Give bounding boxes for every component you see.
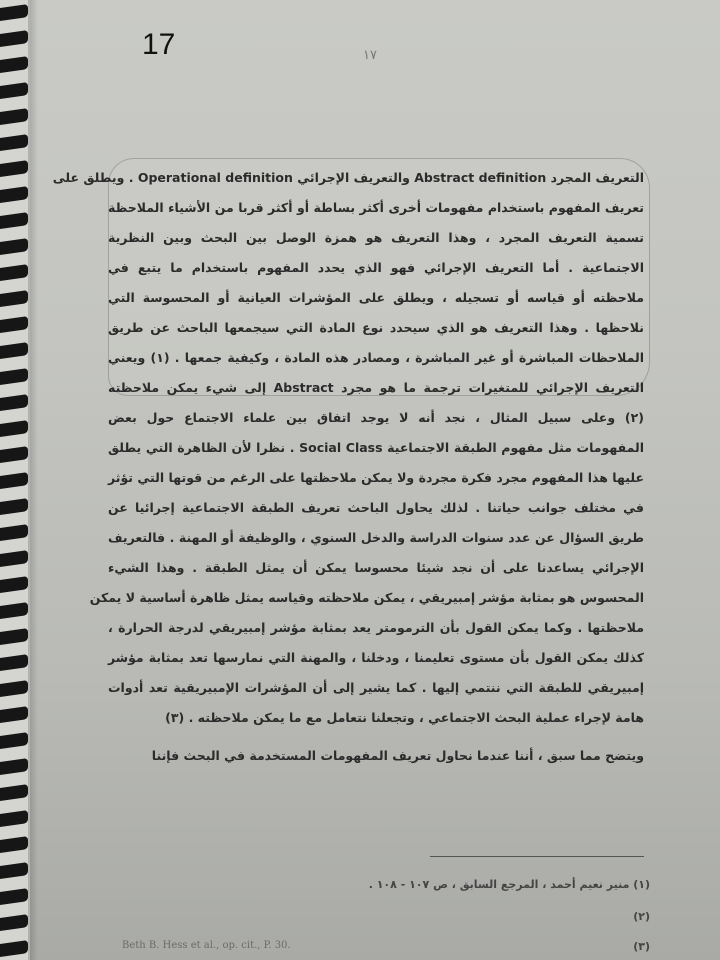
binding-coil <box>0 108 28 125</box>
text-line: الإجرائي يساعدنا على أن نجد شيئا محسوسا يمكن أن يمثل الطبقة . وهذا الشيء <box>108 560 644 575</box>
text-line: ويتضح مما سبق ، أننا عندما نحاول تعريف المفهومات المستخدمة في البحث فإننا <box>151 748 644 763</box>
binding-coil <box>0 420 28 437</box>
binding-coil <box>0 316 28 333</box>
binding-coil <box>0 914 28 931</box>
binding-coil <box>0 524 28 541</box>
text-line: ملاحظتها . وكما يمكن القول بأن الترمومتر يعد بمثابة مؤشر إمبيريقي لدرجة الحرارة ، <box>108 620 644 635</box>
text-line: المحسوس هو بمثابة مؤشر إمبيريقي ، يمكن ملاحظته وقياسه يمثل ظاهرة أساسية لا يمكن <box>89 590 644 605</box>
binding-coil <box>0 602 28 619</box>
text-line: تعريف المفهوم باستخدام مفهومات أخرى أكثر بساطة أو أكثر قربا من الأشياء الملاحظة <box>108 200 644 215</box>
binding-coil <box>0 680 28 697</box>
binding-coil <box>0 30 28 47</box>
footnote-separator <box>430 856 644 857</box>
binding-coil <box>0 550 28 567</box>
text-line: طريق السؤال عن عدد سنوات الدراسة والدخل السنوي ، والوظيفة أو المهنة . فالتعريف <box>108 530 644 545</box>
text-line: المفهومات مثل مفهوم الطبقة الاجتماعية Social Class . نظرا لأن الظاهرة التي يطلق <box>108 440 644 455</box>
binding-coil <box>0 940 28 957</box>
binding-coil <box>0 342 28 359</box>
binding-shadow <box>28 0 38 960</box>
text-line: هامة لإجراء عملية البحث الاجتماعي ، وتجعلنا نتعامل مع ما يمكن ملاحظته . (٣) <box>165 710 644 725</box>
binding-coil <box>0 82 28 99</box>
binding-coil <box>0 394 28 411</box>
binding-coil <box>0 784 28 801</box>
text-line: إمبيريقي للطبقة التي ننتمي إليها . كما يشير إلى أن المؤشرات الإمبيريقية تعد أدوات <box>108 680 644 695</box>
footnote-reference: Beth B. Hess et al., op. cit., P. 30. <box>122 940 291 951</box>
binding-coil <box>0 498 28 515</box>
text-line: تسمية التعريف المجرد ، وهذا التعريف هو همزة الوصل بين البحث وبين النظرية <box>108 230 644 245</box>
binding-coil <box>0 888 28 905</box>
spiral-binding <box>0 0 30 960</box>
text-line: الاجتماعية . أما التعريف الإجرائي فهو الذي يحدد المفهوم باستخدام ما يتبع في <box>108 260 644 275</box>
binding-coil <box>0 862 28 879</box>
footnote-2: (٢) <box>633 910 650 923</box>
binding-coil <box>0 654 28 671</box>
text-line: التعريف المجرد Abstract definition والتعريف الإجرائي Operational definition . ويطلق على <box>52 170 644 185</box>
text-line: (٢) وعلى سبيل المثال ، نجد أنه لا يوجد اتفاق بين علماء الاجتماع حول بعض <box>108 410 644 425</box>
footnote-3: (٣) <box>633 940 650 953</box>
binding-coil <box>0 160 28 177</box>
text-line: في مختلف جوانب حياتنا . لذلك يحاول الباحث تعريف الطبقة الاجتماعية إجرائيا عن <box>108 500 644 515</box>
binding-coil <box>0 238 28 255</box>
binding-coil <box>0 134 28 151</box>
binding-coil <box>0 212 28 229</box>
binding-coil <box>0 56 28 73</box>
binding-coil <box>0 810 28 827</box>
body-paragraph <box>52 163 644 771</box>
text-line: كذلك يمكن القول بأن مستوى تعليمنا ، ودخلنا ، والمهنة التي نمارسها تعد بمثابة مؤشر <box>108 650 644 665</box>
text-line: عليها هذا المفهوم مجرد فكرة مجردة ولا يمكن ملاحظتها على الرغم من قوتها التي تؤثر <box>108 470 644 485</box>
binding-coil <box>0 836 28 853</box>
binding-coil <box>0 264 28 281</box>
binding-coil <box>0 446 28 463</box>
sticker-page-number: 17 <box>142 28 176 61</box>
binding-coil <box>0 732 28 749</box>
binding-coil <box>0 758 28 775</box>
text-line: الملاحظات المباشرة أو غير المباشرة ، ومصادر هذه المادة ، وكيفية جمعها . (١) ويعني <box>108 350 644 365</box>
printed-page-number: ١٧ <box>363 48 377 63</box>
binding-coil <box>0 186 28 203</box>
binding-coil <box>0 290 28 307</box>
text-line: نلاحظها . وهذا التعريف هو الذي سيحدد نوع المادة التي سيجمعها الباحث عن طريق <box>108 320 644 335</box>
binding-coil <box>0 368 28 385</box>
binding-coil <box>0 4 28 21</box>
text-line: التعريف الإجرائي للمتغيرات ترجمة ما هو مجرد Abstract إلى شيء يمكن ملاحظته <box>108 380 644 395</box>
text-line: ملاحظته أو قياسه أو تسجيله ، ويطلق على المؤشرات العيانية أو المحسوسة التي <box>108 290 644 305</box>
binding-coil <box>0 628 28 645</box>
footnote-1: (١) منير نعيم أحمد ، المرجع السابق ، ص ١٠٧ - ١٠٨ . <box>368 878 650 891</box>
binding-coil <box>0 472 28 489</box>
binding-coil <box>0 706 28 723</box>
binding-coil <box>0 576 28 593</box>
